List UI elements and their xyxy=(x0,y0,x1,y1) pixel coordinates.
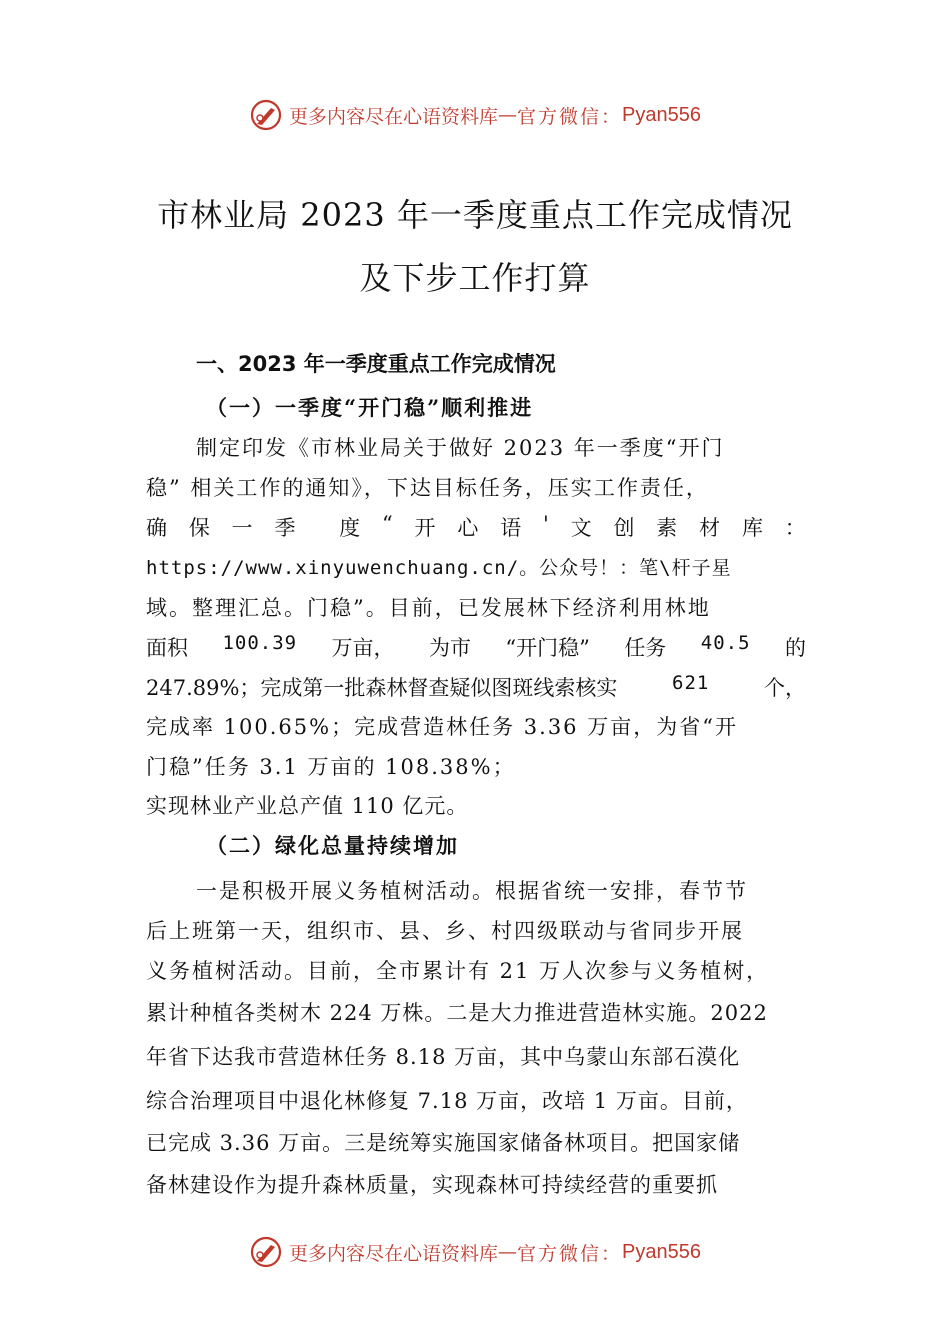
char: 开 xyxy=(414,516,436,540)
paragraph-line: 累计种植各类树木 224 万株。二是大力推进营造林实施。2022 xyxy=(146,1001,768,1025)
char: 文 xyxy=(570,516,592,540)
char: 材 xyxy=(699,516,721,540)
word: 面积 xyxy=(146,636,188,660)
paragraph-line xyxy=(146,512,806,542)
paragraph-line: 综合治理项目中退化林修复 7.18 万亩，改培 1 万亩。目前， xyxy=(146,1089,748,1113)
word: 247.89%；完成第一批森林督查疑似图斑线索核实 xyxy=(146,676,618,700)
section-heading: 一、2023 年一季度重点工作完成情况 xyxy=(196,352,556,376)
char: ： xyxy=(784,516,806,540)
banner-wechat-id: Pyan556 xyxy=(622,1240,701,1263)
char: 素 xyxy=(656,516,678,540)
char: “ xyxy=(381,512,393,536)
paragraph-line-url: https://www.xinyuwenchuang.cn/。公众号！：笔\杆子星 xyxy=(146,557,732,579)
paragraph-line: 已完成 3.36 万亩。三是统筹实施国家储备林项目。把国家储 xyxy=(146,1131,741,1155)
banner-separator: — xyxy=(498,1241,518,1263)
char: 心 xyxy=(457,516,479,540)
banner-official-label: 官方微信： xyxy=(517,105,623,128)
paragraph-line: 门稳”任务 3.1 万亩的 108.38%； xyxy=(146,755,516,779)
word: 任务 xyxy=(624,636,667,660)
banner-official-label: 官方微信： xyxy=(517,1242,623,1265)
paragraph-line xyxy=(146,672,806,702)
char: 季 xyxy=(274,516,296,540)
banner-brand: 更多内容尽在心语资料库 xyxy=(289,105,499,128)
subsection-heading: （二）绿化总量持续增加 xyxy=(206,833,459,858)
paragraph-line: 年省下达我市营造林任务 8.18 万亩，其中乌蒙山东部石漠化 xyxy=(146,1045,741,1069)
paragraph-line xyxy=(146,632,806,662)
pen-nib-circle-icon xyxy=(249,98,283,132)
pen-nib-circle-icon xyxy=(249,1235,283,1269)
subsection-heading: （一）一季度“开门稳”顺利推进 xyxy=(206,395,534,420)
header-banner xyxy=(0,95,950,135)
banner-wechat-id: Pyan556 xyxy=(622,103,701,126)
char: 创 xyxy=(613,516,635,540)
paragraph-line: 义务植树活动。目前，全市累计有 21 万人次参与义务植树， xyxy=(146,959,770,983)
paragraph-line: 一是积极开展义务植树活动。根据省统一安排，春节节 xyxy=(196,879,748,903)
word: 万亩， xyxy=(331,636,395,660)
paragraph-line: 域。整理汇总。门稳”。目前，已发展林下经济利用林地 xyxy=(146,596,711,620)
paragraph-line: 实现林业产业总产值 110 亿元。 xyxy=(146,794,469,818)
paragraph-line: 备林建设作为提升森林质量，实现森林可持续经营的重要抓 xyxy=(146,1173,718,1197)
word: 的 xyxy=(784,636,806,660)
paragraph-line: 稳” 相关工作的通知》，下达目标任务，压实工作责任， xyxy=(146,476,709,500)
char: 度 xyxy=(339,516,361,540)
paragraph-line: 制定印发《市林业局关于做好 2023 年一季度“开门 xyxy=(196,436,725,460)
footer-banner xyxy=(0,1232,950,1272)
char: 确 xyxy=(146,516,167,540)
paragraph-line: 后上班第一天，组织市、县、乡、村四级联动与省同步开展 xyxy=(146,919,744,943)
char: ' xyxy=(543,512,549,536)
char: 一 xyxy=(231,516,253,540)
document-title-line2: 及下步工作打算 xyxy=(359,259,591,297)
paragraph-line: 完成率 100.65%；完成营造林任务 3.36 万亩，为省“开 xyxy=(146,715,738,739)
char: 语 xyxy=(500,516,522,540)
word: 621 xyxy=(672,672,710,694)
word: 100.39 xyxy=(222,632,298,654)
word: 个， xyxy=(763,676,806,700)
char: 库 xyxy=(741,516,763,540)
word: 为市 xyxy=(428,636,471,660)
char: 保 xyxy=(188,516,210,540)
document-title: 市林业局 2023 年一季度重点工作完成情况 xyxy=(157,196,793,234)
word: 40.5 xyxy=(700,632,751,654)
banner-separator: — xyxy=(498,104,518,126)
word: “开门稳” xyxy=(505,636,590,660)
banner-brand: 更多内容尽在心语资料库 xyxy=(289,1242,499,1265)
